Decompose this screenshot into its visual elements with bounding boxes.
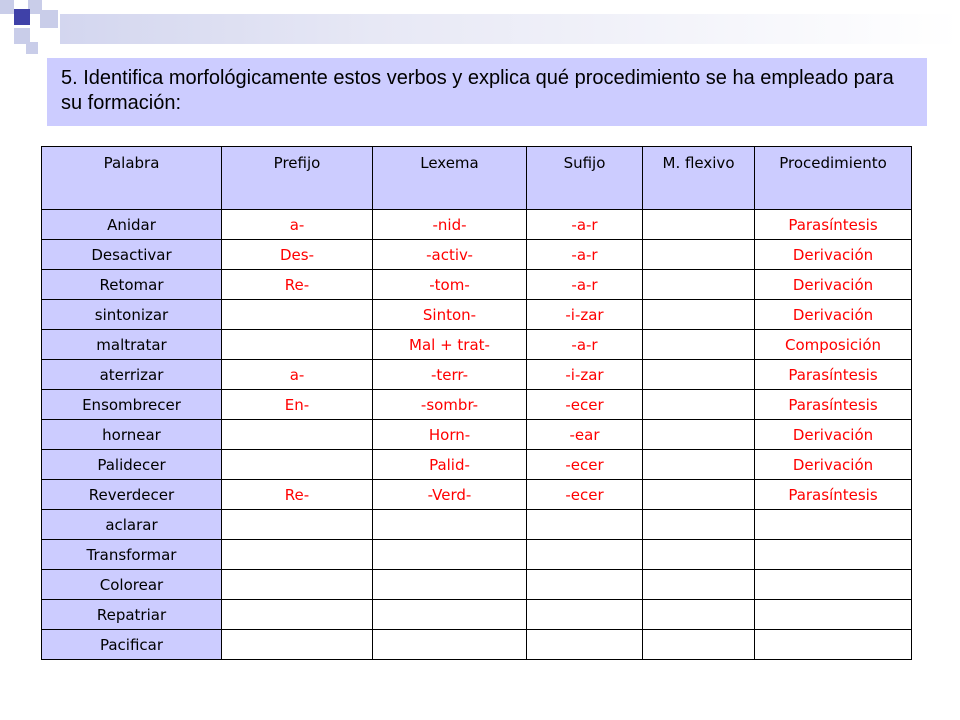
answer-cell	[527, 510, 643, 540]
table-row	[42, 210, 912, 240]
answer-cell: -nid-	[373, 210, 527, 240]
answer-cell	[643, 360, 755, 390]
verb-cell: Transformar	[42, 540, 222, 570]
column-header: Prefijo	[222, 147, 373, 210]
answer-cell: En-	[222, 390, 373, 420]
decor-square	[40, 10, 58, 28]
answer-cell: -i-zar	[527, 300, 643, 330]
verb-cell: Pacificar	[42, 630, 222, 660]
table-row	[42, 360, 912, 390]
answer-cell	[373, 540, 527, 570]
answer-cell	[755, 510, 912, 540]
answer-cell: -a-r	[527, 240, 643, 270]
answer-cell	[527, 630, 643, 660]
exercise-heading: 5. Identifica morfológicamente estos verbos y explica qué procedimiento se ha empleado para su formación:	[47, 58, 927, 126]
answer-cell: Mal + trat-	[373, 330, 527, 360]
answer-cell: Composición	[755, 330, 912, 360]
column-header: Lexema	[373, 147, 527, 210]
answer-cell	[755, 630, 912, 660]
answer-cell: a-	[222, 210, 373, 240]
table-row	[42, 330, 912, 360]
answer-cell: -i-zar	[527, 360, 643, 390]
verb-cell: hornear	[42, 420, 222, 450]
answer-cell: Re-	[222, 270, 373, 300]
answer-cell: Derivación	[755, 450, 912, 480]
table-row	[42, 390, 912, 420]
answer-cell	[222, 600, 373, 630]
answer-cell: Sinton-	[373, 300, 527, 330]
table-row	[42, 270, 912, 300]
answer-cell: Derivación	[755, 300, 912, 330]
answer-cell	[643, 240, 755, 270]
answer-cell	[373, 600, 527, 630]
decor-square	[0, 0, 14, 14]
answer-cell	[222, 540, 373, 570]
decor-square-dark	[14, 9, 30, 25]
answer-cell: Derivación	[755, 270, 912, 300]
answer-cell: -ecer	[527, 480, 643, 510]
answer-cell	[527, 600, 643, 630]
table-row	[42, 570, 912, 600]
answer-cell	[527, 540, 643, 570]
table-row	[42, 480, 912, 510]
verbs-table	[41, 146, 912, 660]
answer-cell	[755, 570, 912, 600]
answer-cell	[222, 420, 373, 450]
verb-cell: Repatriar	[42, 600, 222, 630]
answer-cell	[643, 270, 755, 300]
table-row	[42, 510, 912, 540]
answer-cell: -a-r	[527, 330, 643, 360]
answer-cell	[755, 600, 912, 630]
answer-cell	[643, 390, 755, 420]
answer-cell: Horn-	[373, 420, 527, 450]
table-header-row	[42, 147, 912, 210]
answer-cell: Parasíntesis	[755, 480, 912, 510]
answer-cell	[222, 300, 373, 330]
verb-cell: Ensombrecer	[42, 390, 222, 420]
column-header: Procedimiento	[755, 147, 912, 210]
title-gradient-bar	[60, 14, 960, 44]
verb-cell: Palidecer	[42, 450, 222, 480]
verb-cell: Reverdecer	[42, 480, 222, 510]
answer-cell: -sombr-	[373, 390, 527, 420]
answer-cell: Parasíntesis	[755, 360, 912, 390]
answer-cell	[643, 300, 755, 330]
answer-cell	[373, 630, 527, 660]
column-header: M. flexivo	[643, 147, 755, 210]
verb-cell: sintonizar	[42, 300, 222, 330]
answer-cell	[755, 540, 912, 570]
answer-cell	[643, 630, 755, 660]
answer-cell	[643, 450, 755, 480]
answer-cell	[527, 570, 643, 600]
verb-cell: Desactivar	[42, 240, 222, 270]
decor-square	[26, 42, 38, 54]
answer-cell: -a-r	[527, 270, 643, 300]
table-row	[42, 540, 912, 570]
verb-cell: maltratar	[42, 330, 222, 360]
verb-cell: Anidar	[42, 210, 222, 240]
answer-cell	[373, 510, 527, 540]
table-row	[42, 600, 912, 630]
answer-cell: -Verd-	[373, 480, 527, 510]
answer-cell	[643, 210, 755, 240]
answer-cell	[373, 570, 527, 600]
answer-cell: -ecer	[527, 390, 643, 420]
verb-cell: Colorear	[42, 570, 222, 600]
answer-cell: -activ-	[373, 240, 527, 270]
answer-cell	[643, 510, 755, 540]
answer-cell: Derivación	[755, 420, 912, 450]
verb-cell: aterrizar	[42, 360, 222, 390]
answer-cell: -terr-	[373, 360, 527, 390]
answer-cell: -ear	[527, 420, 643, 450]
answer-cell	[222, 630, 373, 660]
answer-cell: Derivación	[755, 240, 912, 270]
answer-cell: -a-r	[527, 210, 643, 240]
answer-cell: Palid-	[373, 450, 527, 480]
answer-cell	[643, 540, 755, 570]
answer-cell: a-	[222, 360, 373, 390]
answer-cell: -tom-	[373, 270, 527, 300]
answer-cell: Re-	[222, 480, 373, 510]
answer-cell	[643, 600, 755, 630]
verb-cell: Retomar	[42, 270, 222, 300]
answer-cell: Des-	[222, 240, 373, 270]
table-row	[42, 630, 912, 660]
answer-cell	[222, 450, 373, 480]
answer-cell	[643, 420, 755, 450]
answer-cell	[222, 570, 373, 600]
verb-cell: aclarar	[42, 510, 222, 540]
table-row	[42, 240, 912, 270]
answer-cell	[643, 330, 755, 360]
answer-cell: Parasíntesis	[755, 390, 912, 420]
table-row	[42, 420, 912, 450]
column-header: Sufijo	[527, 147, 643, 210]
column-header: Palabra	[42, 147, 222, 210]
answer-cell: -ecer	[527, 450, 643, 480]
answer-cell	[643, 480, 755, 510]
answer-cell	[222, 510, 373, 540]
table-row	[42, 450, 912, 480]
answer-cell: Parasíntesis	[755, 210, 912, 240]
table-body	[42, 210, 912, 660]
table-row	[42, 300, 912, 330]
answer-cell	[222, 330, 373, 360]
answer-cell	[643, 570, 755, 600]
